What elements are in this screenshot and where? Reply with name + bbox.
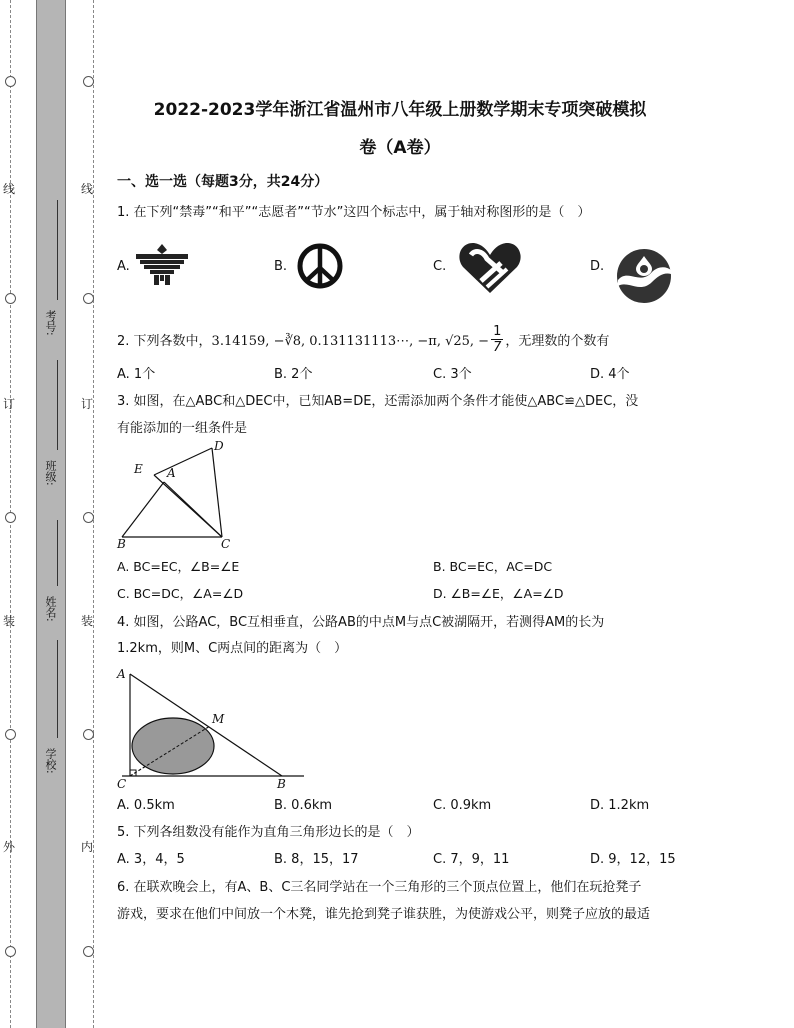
option-b[interactable]: B. 2个 bbox=[274, 367, 313, 382]
margin-char: 订 bbox=[81, 397, 94, 411]
option-c[interactable]: C. 0.9km bbox=[433, 798, 492, 813]
volunteer-heart-icon bbox=[457, 239, 523, 297]
margin-char: 装 bbox=[81, 614, 94, 628]
question-6-stem-line2: 游戏，要求在他们中间放一个木凳，谁先抢到凳子谁获胜，为使游戏公平，则凳子应放的最适 bbox=[117, 907, 651, 922]
binding-bar bbox=[36, 0, 66, 1028]
option-d[interactable]: D. 9，12，15 bbox=[590, 852, 676, 867]
field-line[interactable] bbox=[57, 520, 58, 586]
question-4-stem-line2: 1.2km，则M、C两点间的距离为（ ） bbox=[117, 641, 348, 656]
hole-circle bbox=[5, 729, 16, 740]
margin-char: 线 bbox=[81, 182, 94, 196]
option-a[interactable]: A. 1个 bbox=[117, 367, 156, 382]
hole-circle bbox=[5, 293, 16, 304]
anti-drug-logo-icon bbox=[134, 240, 190, 290]
hole-circle bbox=[5, 946, 16, 957]
question-5-stem: 5. 下列各组数没有能作为直角三角形边长的是（ ） bbox=[117, 825, 420, 840]
option-b[interactable]: B. BC=EC，AC=DC bbox=[433, 559, 553, 574]
field-line[interactable] bbox=[57, 360, 58, 450]
question-3-stem-line2: 有能添加的一组条件是 bbox=[117, 421, 248, 436]
option-c[interactable]: C. 3个 bbox=[433, 367, 472, 382]
triangle-figure bbox=[112, 440, 242, 552]
hole-circle bbox=[5, 512, 16, 523]
option-a[interactable]: A. BC=EC，∠B=∠E bbox=[117, 559, 240, 574]
hole-circle bbox=[5, 76, 16, 87]
point-label-c: C bbox=[117, 777, 127, 791]
margin-char: 外 bbox=[3, 840, 16, 854]
option-label: C. bbox=[433, 259, 447, 274]
option-label: D. bbox=[590, 259, 605, 274]
hole-circle bbox=[83, 293, 94, 304]
point-label-c: C bbox=[221, 537, 231, 551]
option-d[interactable]: D. 1.2km bbox=[590, 798, 650, 813]
section-heading: 一、选一选（每题3分，共24分） bbox=[117, 174, 329, 190]
point-label-b: B bbox=[117, 537, 126, 551]
field-line[interactable] bbox=[57, 640, 58, 738]
hole-circle bbox=[83, 946, 94, 957]
water-saving-icon bbox=[614, 246, 674, 304]
option-label: B. bbox=[274, 259, 288, 274]
field-school: 学校: bbox=[44, 748, 57, 774]
hole-circle bbox=[83, 512, 94, 523]
margin-char: 线 bbox=[3, 182, 16, 196]
peace-symbol-icon bbox=[296, 242, 344, 290]
fraction-denominator: 7 bbox=[493, 340, 502, 355]
point-label-e: E bbox=[134, 462, 143, 476]
option-a[interactable]: A. 0.5km bbox=[117, 798, 175, 813]
option-a[interactable]: A. 3，4，5 bbox=[117, 852, 185, 867]
point-label-d: D bbox=[214, 439, 224, 453]
option-c[interactable]: C. 7，9，11 bbox=[433, 852, 510, 867]
question-2-numbers: 3.14159, −∛8, 0.131131113⋯, −π, √25, − bbox=[211, 334, 490, 349]
field-exam-no: 考号: bbox=[44, 310, 57, 336]
point-label-a: A bbox=[117, 667, 126, 681]
option-b[interactable]: B. 0.6km bbox=[274, 798, 333, 813]
option-d[interactable]: D. ∠B=∠E，∠A=∠D bbox=[433, 586, 564, 601]
question-2-tail: ，无理数的个数有 bbox=[505, 334, 610, 349]
field-line[interactable] bbox=[57, 200, 58, 300]
margin-char: 内 bbox=[81, 840, 94, 854]
question-3-stem: 3. 如图，在△ABC和△DEC中，已知AB=DE，还需添加两个条件才能使△ABC≌△DEC，没 bbox=[117, 394, 639, 409]
question-1-stem: 1. 在下列“禁毒”“和平”“志愿者”“节水”这四个标志中，属于轴对称图形的是（ ） bbox=[117, 205, 591, 220]
point-label-a: A bbox=[167, 466, 176, 480]
page-title: 2022-2023学年浙江省温州市八年级上册数学期末专项突破模拟 bbox=[153, 100, 647, 120]
option-c[interactable]: C. BC=DC，∠A=∠D bbox=[117, 586, 244, 601]
point-label-m: M bbox=[212, 712, 225, 726]
hole-circle bbox=[83, 76, 94, 87]
point-label-b: B bbox=[277, 777, 286, 791]
option-b[interactable]: B. 8，15，17 bbox=[274, 852, 359, 867]
option-d[interactable]: D. 4个 bbox=[590, 367, 630, 382]
fraction-numerator: 1 bbox=[493, 324, 502, 339]
question-2-lead: 2. 下列各数中， bbox=[117, 334, 212, 349]
question-2-stem bbox=[117, 326, 609, 357]
margin-char: 装 bbox=[3, 614, 16, 628]
field-name: 姓名: bbox=[44, 596, 57, 622]
page-title-line2: 卷（A卷） bbox=[359, 138, 441, 158]
question-4-stem: 4. 如图，公路AC，BC互相垂直，公路AB的中点M与点C被湖隔开，若测得AM的长为 bbox=[117, 615, 605, 630]
hole-circle bbox=[83, 729, 94, 740]
option-label: A. bbox=[117, 259, 130, 274]
field-class: 班级: bbox=[44, 460, 57, 486]
question-6-stem: 6. 在联欢晚会上，有A、B、C三名同学站在一个三角形的三个顶点位置上，他们在玩抢凳子 bbox=[117, 880, 642, 895]
margin-char: 订 bbox=[3, 397, 16, 411]
